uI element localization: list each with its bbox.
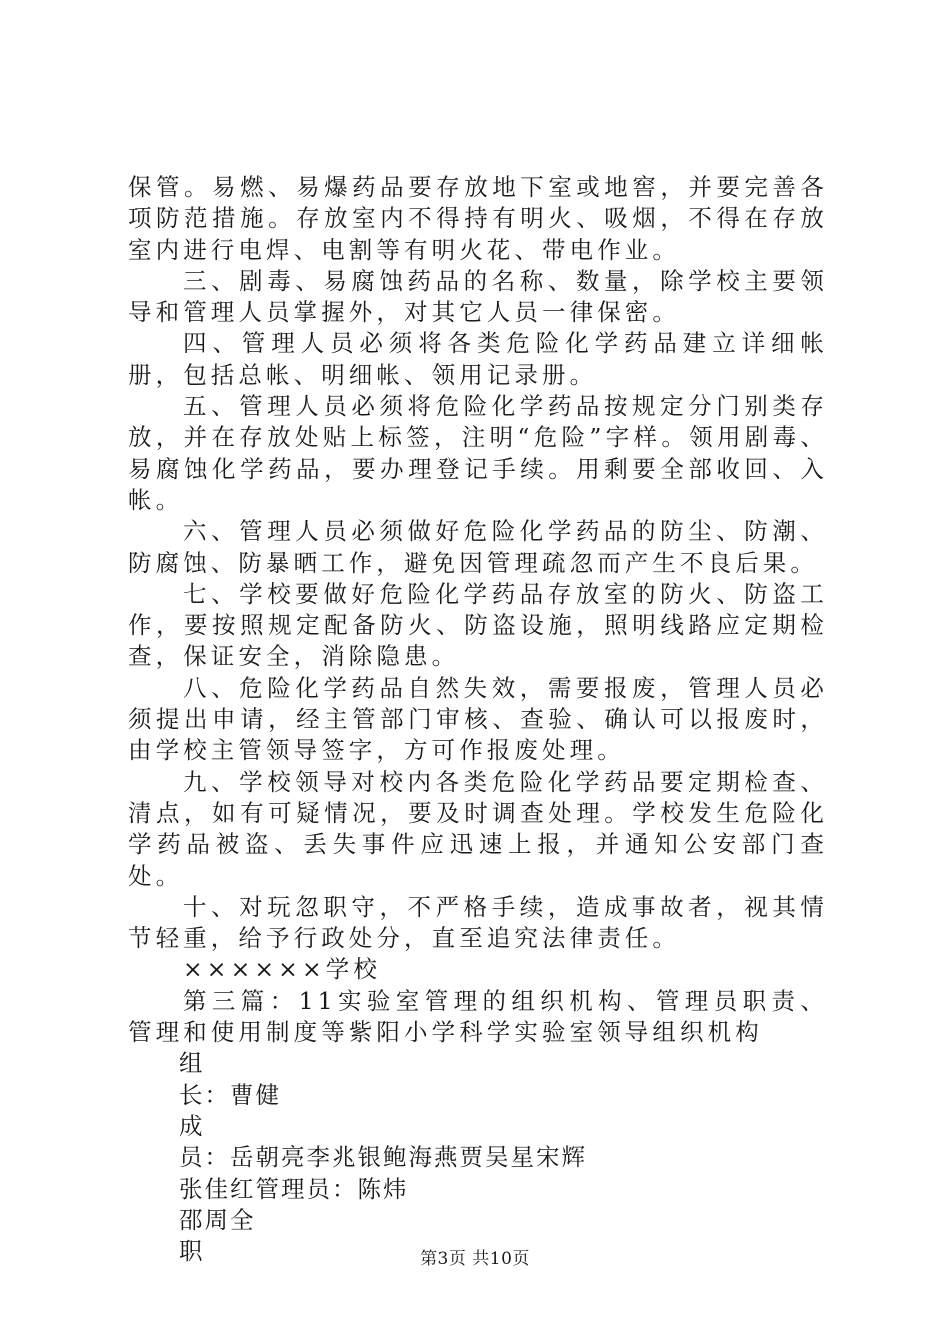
paragraph-rule-9: 九、学校领导对校内各类危险化学药品要定期检查、清点，如有可疑情况，要及时调查处理。学校发生危险化学药品被盗、丢失事件应迅速上报，并通知公安部门查处。 (128, 767, 828, 890)
paragraph-rule-5: 五、管理人员必须将危险化学药品按规定分门别类存放，并在存放处贴上标签，注明“危险”字样。领用剧毒、易腐蚀化学药品，要办理登记手续。用剩要全部收回、入帐。 (128, 392, 828, 514)
paragraph-rule-7: 七、学校要做好危险化学药品存放室的防火、防盗工作，要按照规定配备防火、防盗设施，照明线路应定期检查，保证安全，消除隐患。 (128, 579, 828, 671)
org-line: 长：曹健 (179, 1080, 281, 1109)
org-line: 成 (179, 1111, 205, 1140)
paragraph-rule-8: 八、危险化学药品自然失效，需要报废，管理人员必须提出申请，经主管部门审核、查验、确认可以报废时，由学校主管领导签字，方可作报废处理。 (128, 673, 828, 765)
document-body (128, 172, 828, 1267)
org-line: 职 (179, 1237, 205, 1266)
paragraph-rule-4: 四、管理人员必须将各类危险化学药品建立详细帐册，包括总帐、明细帐、领用记录册。 (128, 329, 828, 389)
org-line: 张佳红管理员：陈炜 (179, 1174, 409, 1203)
school-signature: ××××××学校 (183, 955, 381, 984)
paragraph-rule-3: 三、剧毒、易腐蚀药品的名称、数量，除学校主要领导和管理人员掌握外，对其它人员一律保密。 (128, 266, 828, 327)
page-footer: 第3页 共10页 (420, 1249, 530, 1269)
section-heading: 第三篇：11实验室管理的组织机构、管理员职责、管理和使用制度等紫阳小学科学实验室领导组织机构 (128, 986, 828, 1047)
paragraph-rule-6: 六、管理人员必须做好危险化学药品的防尘、防潮、防腐蚀、防暴晒工作，避免因管理疏忽而产生不良后果。 (128, 517, 828, 577)
org-line: 员：岳朝亮李兆银鲍海燕贾吴星宋辉 (179, 1143, 587, 1172)
paragraph-continuation: 保管。易燃、易爆药品要存放地下室或地窖，并要完善各项防范措施。存放室内不得持有明火、吸烟，不得在存放室内进行电焊、电割等有明火花、带电作业。 (128, 173, 828, 264)
paragraph-rule-10: 十、对玩忽职守，不严格手续，造成事故者，视其情节轻重，给予行政处分，直至追究法律责任。 (128, 892, 828, 953)
org-line: 邵周全 (179, 1205, 256, 1234)
org-line: 组 (179, 1049, 205, 1078)
